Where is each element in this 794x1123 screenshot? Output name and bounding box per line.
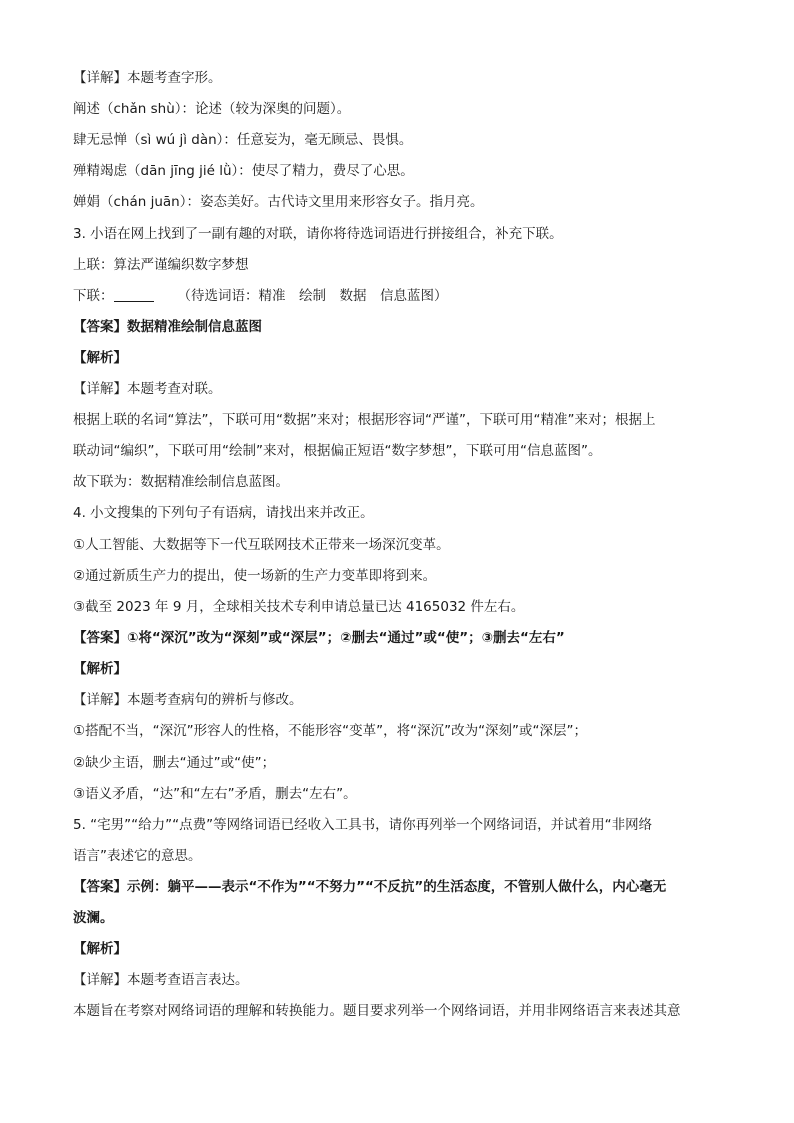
text-line: 肆无忌惮（sì wú jì dàn）：任意妄为，毫无顾忌、畏惧。 bbox=[73, 132, 413, 148]
answer-line: 【答案】①将“深沉”改为“深刻”或“深层”；②删去“通过”或“使”；③删去“左右” bbox=[73, 630, 565, 646]
question-5: 5. “宅男”“给力”“点费”等网络词语已经收入工具书，请你再列举一个网络词语，并试着用“非网络 bbox=[73, 817, 653, 833]
text-line: 【详解】本题考查病句的辨析与修改。 bbox=[73, 692, 303, 708]
analysis-heading: 【解析】 bbox=[73, 941, 127, 957]
text-line: 本题旨在考察对网络词语的理解和转换能力。题目要求列举一个网络词语，并用非网络语言来表述其意 bbox=[73, 1003, 681, 1019]
analysis-heading: 【解析】 bbox=[73, 661, 127, 677]
text-line: ①人工智能、大数据等下一代互联网技术正带来一场深沉变革。 bbox=[73, 537, 450, 553]
text-line: 联动词“编织”，下联可用“绘制”来对，根据偏正短语“数字梦想”，下联可用“信息蓝图”。 bbox=[73, 443, 602, 459]
question-4: 4. 小文搜集的下列句子有语病，请找出来并改正。 bbox=[73, 505, 374, 521]
text-line: 上联：算法严谨编织数字梦想 bbox=[73, 257, 249, 273]
xialian-line bbox=[73, 287, 723, 305]
text-line: ③语义矛盾，“达”和“左右”矛盾，删去“左右”。 bbox=[73, 786, 357, 802]
text-line: 婵娟（chán juān）：姿态美好。古代诗文里用来形容女子。指月亮。 bbox=[73, 194, 484, 210]
answer-line: 【答案】示例：躺平——表示“不作为”“不努力”“不反抗”的生活态度，不管别人做什么，内心毫无 bbox=[73, 879, 667, 895]
question-3: 3. 小语在网上找到了一副有趣的对联，请你将待选词语进行拼接组合，补充下联。 bbox=[73, 226, 563, 242]
text-line: ①搭配不当，“深沉”形容人的性格，不能形容“变革”，将“深沉”改为“深刻”或“深层”； bbox=[73, 723, 588, 739]
text-line: 【详解】本题考查对联。 bbox=[73, 381, 222, 397]
xialian-label: 下联： bbox=[73, 288, 114, 304]
xialian-hint: （待选词语：精准 绘制 数据 信息蓝图） bbox=[177, 288, 448, 304]
text-line: 语言”表述它的意思。 bbox=[73, 848, 202, 864]
answer-line-cont: 波澜。 bbox=[73, 910, 114, 926]
answer-line: 【答案】数据精准绘制信息蓝图 bbox=[73, 319, 262, 335]
text-line: 殚精竭虑（dān jīng jié lǜ）：使尽了精力，费尽了心思。 bbox=[73, 163, 414, 179]
text-line: 【详解】本题考查语言表达。 bbox=[73, 972, 249, 988]
text-line: ②通过新质生产力的提出，使一场新的生产力变革即将到来。 bbox=[73, 568, 437, 584]
answer-blank bbox=[114, 287, 154, 302]
text-line: ②缺少主语，删去“通过”或“使”； bbox=[73, 755, 276, 771]
text-line: 故下联为：数据精准绘制信息蓝图。 bbox=[73, 474, 289, 490]
text-line: 【详解】本题考查字形。 bbox=[73, 70, 222, 86]
text-line: 根据上联的名词“算法”，下联可用“数据”来对；根据形容词“严谨”，下联可用“精准”来对；根据上 bbox=[73, 412, 656, 428]
text-line: ③截至 2023 年 9 月，全球相关技术专利申请总量已达 4165032 件左右。 bbox=[73, 599, 525, 615]
analysis-heading: 【解析】 bbox=[73, 350, 127, 366]
text-line: 阐述（chǎn shù）：论述（较为深奥的问题）。 bbox=[73, 101, 351, 117]
